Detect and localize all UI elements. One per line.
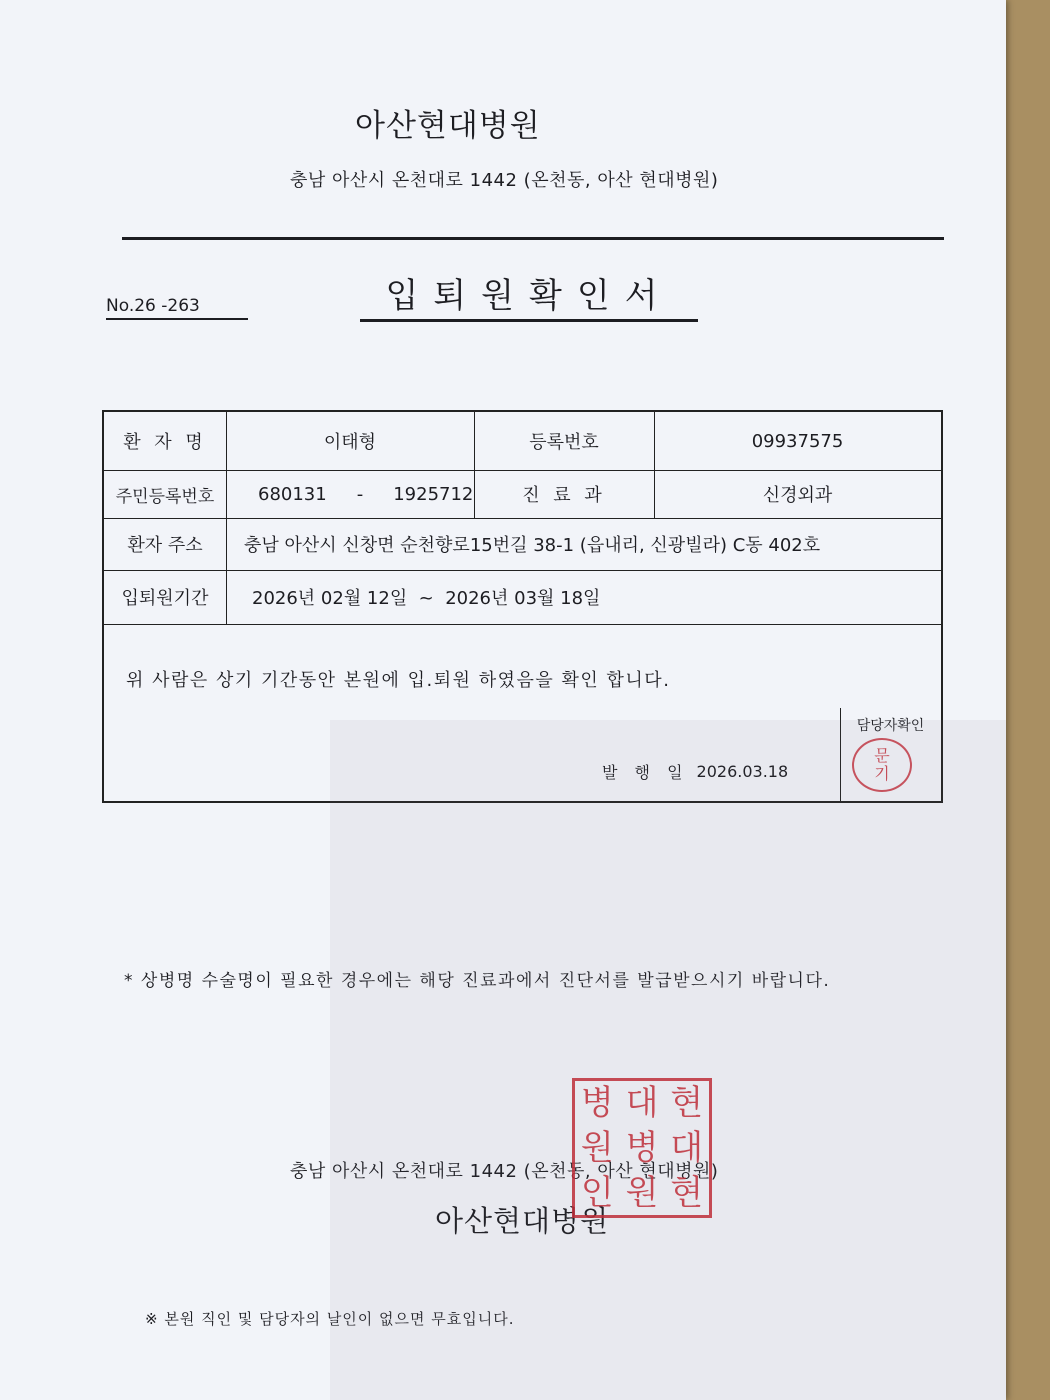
- staff-seal-stamp: [852, 738, 912, 792]
- rrn-back: 1925712: [393, 483, 474, 505]
- admission-period-label: 입퇴원기간: [121, 588, 209, 609]
- confirmation-statement: 위 사람은 상기 기간동안 본원에 입.퇴원 하였음을 확인 합니다.: [126, 670, 671, 691]
- document-title: 입퇴원확인서: [360, 268, 698, 322]
- seal-char: 병: [625, 1127, 659, 1168]
- form-row-divider: [104, 624, 941, 625]
- seal-char: 병: [580, 1083, 614, 1124]
- seal-char: 인: [580, 1172, 614, 1213]
- seal-char: 원: [580, 1127, 614, 1168]
- hospital-name-footer: 아산현대병원: [435, 1204, 610, 1238]
- registration-number-label: 등록번호: [529, 432, 599, 453]
- document-number: No.26 -263: [106, 296, 248, 320]
- patient-address-label: 환자 주소: [127, 535, 203, 556]
- seal-char: 원: [625, 1172, 659, 1213]
- diagnosis-note: * 상병명 수술명이 필요한 경우에는 해당 진료과에서 진단서를 발급받으시기 바랍니다.: [124, 971, 831, 991]
- hospital-official-seal: [572, 1078, 712, 1218]
- hospital-address-header: 충남 아산시 온천대로 1442 (온천동, 아산 현대병원): [290, 170, 719, 191]
- department-value: 신경외과: [762, 485, 833, 506]
- patient-name-value: 이태형: [323, 432, 377, 453]
- patient-name-label: 환 자 명: [123, 432, 207, 453]
- issue-date-row: [602, 756, 788, 786]
- staff-confirm-label: 담당자확인: [856, 718, 925, 734]
- issue-date-label: 발 행 일: [602, 762, 689, 782]
- header-divider: [122, 237, 944, 240]
- seal-char: 현: [670, 1172, 704, 1213]
- photo-shadow: [330, 720, 1006, 1400]
- void-notice: ※ 본원 직인 및 담당자의 날인이 없으면 무효입니다.: [145, 1310, 515, 1328]
- rrn-label: 주민등록번호: [115, 486, 215, 507]
- staff-seal-char: 문: [874, 746, 890, 766]
- rrn-front: 680131: [258, 483, 327, 505]
- patient-address-value: 충남 아산시 신창면 순천향로15번길 38-1 (읍내리, 신광빌라) C동 402호: [244, 535, 821, 556]
- seal-char: 대: [670, 1127, 704, 1168]
- hospital-name-header: 아산현대병원: [355, 108, 541, 144]
- rrn-value: [258, 470, 474, 518]
- seal-char: 현: [670, 1083, 704, 1124]
- seal-char: 대: [625, 1083, 659, 1124]
- department-label: 진 료 과: [522, 485, 606, 506]
- admission-period-value: 2026년 02월 12일 ~ 2026년 03월 18일: [252, 588, 601, 609]
- hospital-address-footer: 충남 아산시 온천대로 1442 (온천동, 아산 현대병원): [290, 1161, 719, 1182]
- confirmation-form: [102, 410, 943, 803]
- registration-number-value: 09937575: [751, 430, 844, 452]
- issue-date-value: 2026.03.18: [696, 761, 789, 781]
- rrn-dash: -: [356, 483, 364, 505]
- staff-seal-char: 기: [874, 764, 890, 783]
